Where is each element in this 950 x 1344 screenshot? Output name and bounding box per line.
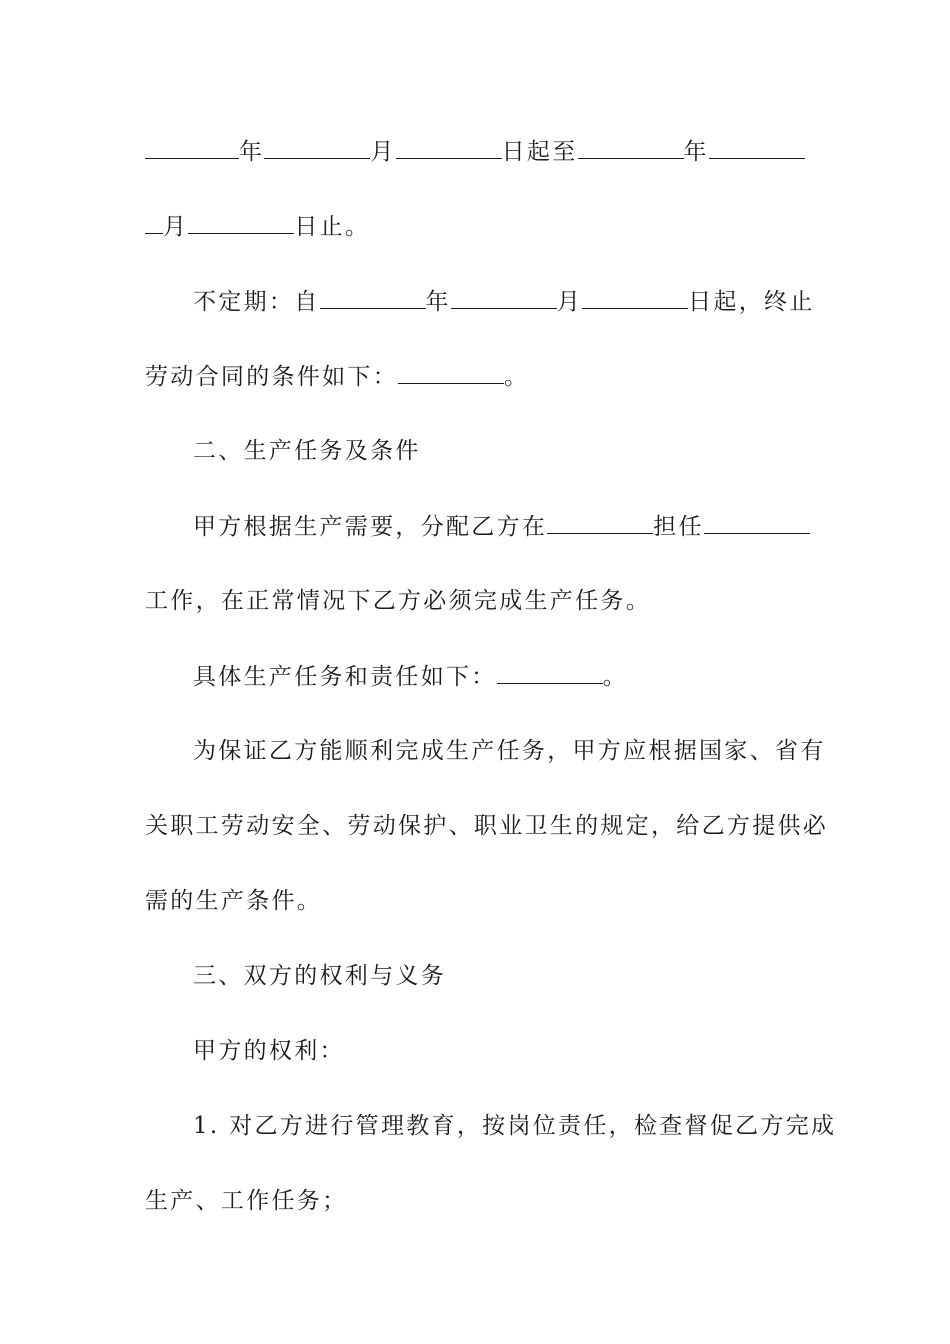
blank-indef-month[interactable] <box>451 286 557 309</box>
paragraph-line: 需的生产条件。 <box>145 888 323 914</box>
term-indefinite-line: 不定期：自 年 月 日起，终止 <box>145 286 807 317</box>
blank-indef-year[interactable] <box>320 286 426 309</box>
blank-start-year[interactable] <box>145 136 239 159</box>
paragraph-line: 工作，在正常情况下乙方必须完成生产任务。 <box>145 588 651 614</box>
list-item: 1. 对乙方进行管理教育，按岗位责任，检查督促乙方完成 <box>193 1113 837 1139</box>
subheading-party-a-rights: 甲方的权利： <box>193 1038 345 1064</box>
blank-work-location[interactable] <box>547 511 653 534</box>
blank-start-day[interactable] <box>396 136 502 159</box>
assignment-line: 甲方根据生产需要，分配乙方在 担任 <box>145 511 807 542</box>
blank-responsibilities[interactable] <box>497 661 603 684</box>
section-heading-3: 三、双方的权利与义务 <box>193 963 446 989</box>
blank-end-year[interactable] <box>578 136 684 159</box>
termination-conditions-line: 劳动合同的条件如下： 。 <box>145 361 807 392</box>
blank-end-day[interactable] <box>188 211 294 234</box>
blank-job-position[interactable] <box>704 511 810 534</box>
paragraph-line: 关职工劳动安全、劳动保护、职业卫生的规定，给乙方提供必 <box>145 813 829 839</box>
responsibilities-line: 具体生产任务和责任如下： 。 <box>145 661 807 692</box>
blank-termination-conditions[interactable] <box>398 361 504 384</box>
paragraph-line: 为保证乙方能顺利完成生产任务，甲方应根据国家、省有 <box>193 738 826 764</box>
blank-start-month[interactable] <box>264 136 370 159</box>
blank-end-month[interactable] <box>709 136 805 159</box>
term-fixed-line-1: 年 月 日起至 年 <box>145 136 807 167</box>
blank-end-month-cont[interactable] <box>145 211 163 234</box>
blank-indef-day[interactable] <box>582 286 688 309</box>
section-heading-2: 二、生产任务及条件 <box>193 438 421 464</box>
term-fixed-line-2: 月 日止。 <box>145 211 807 242</box>
list-item-continuation: 生产、工作任务； <box>145 1188 348 1214</box>
